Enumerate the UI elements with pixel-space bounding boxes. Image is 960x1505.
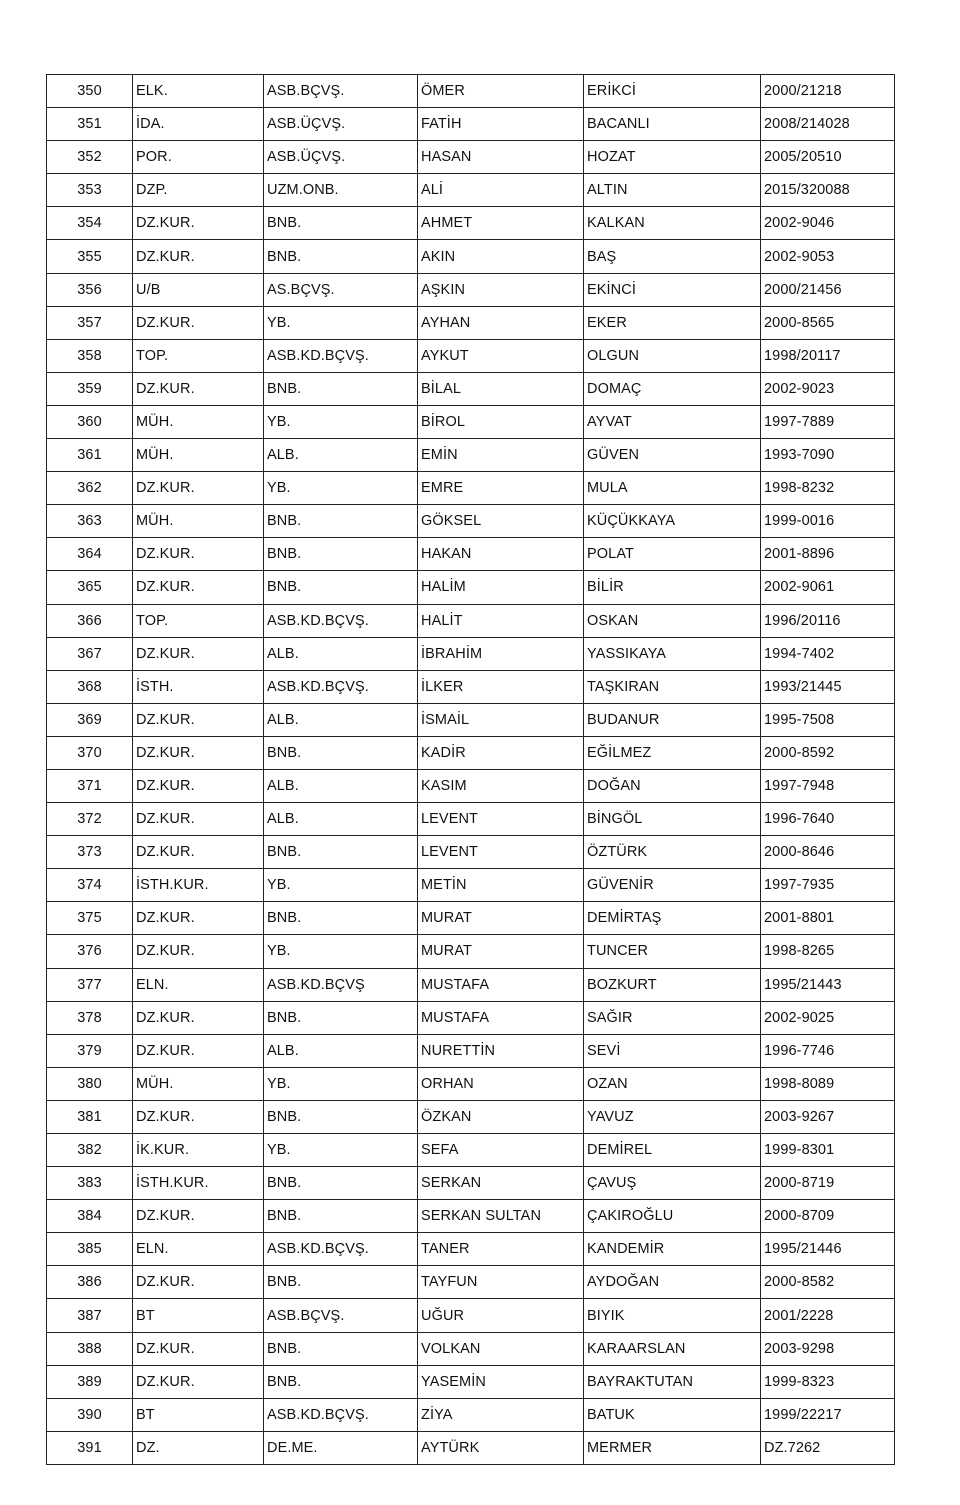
table-row bbox=[47, 637, 895, 670]
row-number-cell: 378 bbox=[47, 1001, 133, 1034]
surname-cell: BACANLI bbox=[584, 108, 761, 141]
table-row bbox=[47, 1001, 895, 1034]
branch-cell: DZ. bbox=[133, 1431, 264, 1464]
surname-cell: EKER bbox=[584, 306, 761, 339]
branch-cell: DZ.KUR. bbox=[133, 1266, 264, 1299]
surname-cell: KARAARSLAN bbox=[584, 1332, 761, 1365]
first-name-cell: FATİH bbox=[418, 108, 584, 141]
table-row bbox=[47, 604, 895, 637]
table-row bbox=[47, 207, 895, 240]
surname-cell: DOMAÇ bbox=[584, 372, 761, 405]
surname-cell: ERİKCİ bbox=[584, 75, 761, 108]
table-row bbox=[47, 306, 895, 339]
branch-cell: DZ.KUR. bbox=[133, 240, 264, 273]
rank-cell: BNB. bbox=[264, 505, 418, 538]
registry-number-cell: 1997-7935 bbox=[761, 869, 895, 902]
surname-cell: BAŞ bbox=[584, 240, 761, 273]
branch-cell: DZ.KUR. bbox=[133, 803, 264, 836]
table-row bbox=[47, 1431, 895, 1464]
surname-cell: MERMER bbox=[584, 1431, 761, 1464]
first-name-cell: KADİR bbox=[418, 736, 584, 769]
rank-cell: ASB.KD.BÇVŞ. bbox=[264, 1398, 418, 1431]
branch-cell: DZ.KUR. bbox=[133, 306, 264, 339]
first-name-cell: ÖMER bbox=[418, 75, 584, 108]
registry-number-cell: 1994-7402 bbox=[761, 637, 895, 670]
rank-cell: BNB. bbox=[264, 902, 418, 935]
surname-cell: BİLİR bbox=[584, 571, 761, 604]
first-name-cell: AYHAN bbox=[418, 306, 584, 339]
first-name-cell: EMRE bbox=[418, 472, 584, 505]
row-number-cell: 368 bbox=[47, 670, 133, 703]
first-name-cell: İSMAİL bbox=[418, 703, 584, 736]
table-row bbox=[47, 1200, 895, 1233]
row-number-cell: 360 bbox=[47, 405, 133, 438]
registry-number-cell: 2000-8719 bbox=[761, 1167, 895, 1200]
table-row bbox=[47, 1365, 895, 1398]
surname-cell: ÇAVUŞ bbox=[584, 1167, 761, 1200]
table-row bbox=[47, 1299, 895, 1332]
row-number-cell: 383 bbox=[47, 1167, 133, 1200]
surname-cell: SEVİ bbox=[584, 1034, 761, 1067]
surname-cell: YASSIKAYA bbox=[584, 637, 761, 670]
table-row bbox=[47, 372, 895, 405]
first-name-cell: HASAN bbox=[418, 141, 584, 174]
table-row bbox=[47, 1233, 895, 1266]
row-number-cell: 356 bbox=[47, 273, 133, 306]
branch-cell: U/B bbox=[133, 273, 264, 306]
registry-number-cell: 2000-8592 bbox=[761, 736, 895, 769]
rank-cell: YB. bbox=[264, 1134, 418, 1167]
rank-cell: ALB. bbox=[264, 637, 418, 670]
row-number-cell: 361 bbox=[47, 439, 133, 472]
first-name-cell: ORHAN bbox=[418, 1067, 584, 1100]
table-row bbox=[47, 75, 895, 108]
surname-cell: KALKAN bbox=[584, 207, 761, 240]
rank-cell: ASB.KD.BÇVŞ bbox=[264, 968, 418, 1001]
rank-cell: BNB. bbox=[264, 372, 418, 405]
branch-cell: DZ.KUR. bbox=[133, 736, 264, 769]
rank-cell: ASB.ÜÇVŞ. bbox=[264, 141, 418, 174]
rank-cell: AS.BÇVŞ. bbox=[264, 273, 418, 306]
first-name-cell: GÖKSEL bbox=[418, 505, 584, 538]
registry-number-cell: 2001-8896 bbox=[761, 538, 895, 571]
table-row bbox=[47, 571, 895, 604]
surname-cell: AYDOĞAN bbox=[584, 1266, 761, 1299]
first-name-cell: SERKAN bbox=[418, 1167, 584, 1200]
rank-cell: ALB. bbox=[264, 1034, 418, 1067]
table-row bbox=[47, 1332, 895, 1365]
branch-cell: DZP. bbox=[133, 174, 264, 207]
registry-number-cell: 1997-7948 bbox=[761, 769, 895, 802]
first-name-cell: SEFA bbox=[418, 1134, 584, 1167]
branch-cell: DZ.KUR. bbox=[133, 372, 264, 405]
row-number-cell: 370 bbox=[47, 736, 133, 769]
row-number-cell: 390 bbox=[47, 1398, 133, 1431]
surname-cell: BİNGÖL bbox=[584, 803, 761, 836]
surname-cell: DEMİRTAŞ bbox=[584, 902, 761, 935]
surname-cell: DEMİREL bbox=[584, 1134, 761, 1167]
surname-cell: HOZAT bbox=[584, 141, 761, 174]
surname-cell: BOZKURT bbox=[584, 968, 761, 1001]
first-name-cell: KASIM bbox=[418, 769, 584, 802]
registry-number-cell: 2000/21456 bbox=[761, 273, 895, 306]
table-row bbox=[47, 538, 895, 571]
surname-cell: EĞİLMEZ bbox=[584, 736, 761, 769]
first-name-cell: İBRAHİM bbox=[418, 637, 584, 670]
branch-cell: İDA. bbox=[133, 108, 264, 141]
row-number-cell: 352 bbox=[47, 141, 133, 174]
first-name-cell: İLKER bbox=[418, 670, 584, 703]
first-name-cell: MUSTAFA bbox=[418, 968, 584, 1001]
registry-number-cell: 2002-9046 bbox=[761, 207, 895, 240]
row-number-cell: 357 bbox=[47, 306, 133, 339]
rank-cell: BNB. bbox=[264, 538, 418, 571]
first-name-cell: EMİN bbox=[418, 439, 584, 472]
table-row bbox=[47, 1167, 895, 1200]
first-name-cell: VOLKAN bbox=[418, 1332, 584, 1365]
table-row bbox=[47, 1134, 895, 1167]
first-name-cell: HALİM bbox=[418, 571, 584, 604]
surname-cell: KANDEMİR bbox=[584, 1233, 761, 1266]
row-number-cell: 384 bbox=[47, 1200, 133, 1233]
first-name-cell: YASEMİN bbox=[418, 1365, 584, 1398]
row-number-cell: 379 bbox=[47, 1034, 133, 1067]
first-name-cell: AHMET bbox=[418, 207, 584, 240]
rank-cell: BNB. bbox=[264, 1001, 418, 1034]
first-name-cell: METİN bbox=[418, 869, 584, 902]
registry-number-cell: 1998-8265 bbox=[761, 935, 895, 968]
surname-cell: MULA bbox=[584, 472, 761, 505]
branch-cell: DZ.KUR. bbox=[133, 1365, 264, 1398]
rank-cell: ASB.BÇVŞ. bbox=[264, 1299, 418, 1332]
rank-cell: UZM.ONB. bbox=[264, 174, 418, 207]
registry-number-cell: 1999-8301 bbox=[761, 1134, 895, 1167]
registry-number-cell: 2001-8801 bbox=[761, 902, 895, 935]
branch-cell: POR. bbox=[133, 141, 264, 174]
first-name-cell: AYTÜRK bbox=[418, 1431, 584, 1464]
branch-cell: MÜH. bbox=[133, 1067, 264, 1100]
registry-number-cell: 2002-9025 bbox=[761, 1001, 895, 1034]
branch-cell: DZ.KUR. bbox=[133, 1001, 264, 1034]
branch-cell: DZ.KUR. bbox=[133, 1100, 264, 1133]
first-name-cell: ZİYA bbox=[418, 1398, 584, 1431]
first-name-cell: AŞKIN bbox=[418, 273, 584, 306]
row-number-cell: 364 bbox=[47, 538, 133, 571]
registry-number-cell: 2000-8709 bbox=[761, 1200, 895, 1233]
table-row bbox=[47, 736, 895, 769]
row-number-cell: 375 bbox=[47, 902, 133, 935]
table-row bbox=[47, 670, 895, 703]
rank-cell: YB. bbox=[264, 472, 418, 505]
first-name-cell: TANER bbox=[418, 1233, 584, 1266]
table-row bbox=[47, 1266, 895, 1299]
surname-cell: OSKAN bbox=[584, 604, 761, 637]
surname-cell: AYVAT bbox=[584, 405, 761, 438]
rank-cell: YB. bbox=[264, 306, 418, 339]
rank-cell: ASB.ÜÇVŞ. bbox=[264, 108, 418, 141]
row-number-cell: 355 bbox=[47, 240, 133, 273]
row-number-cell: 369 bbox=[47, 703, 133, 736]
table-row bbox=[47, 1067, 895, 1100]
registry-number-cell: 2015/320088 bbox=[761, 174, 895, 207]
row-number-cell: 373 bbox=[47, 836, 133, 869]
registry-number-cell: 2000-8646 bbox=[761, 836, 895, 869]
table-row bbox=[47, 505, 895, 538]
surname-cell: SAĞIR bbox=[584, 1001, 761, 1034]
branch-cell: İSTH.KUR. bbox=[133, 869, 264, 902]
registry-number-cell: 2002-9061 bbox=[761, 571, 895, 604]
rank-cell: YB. bbox=[264, 869, 418, 902]
branch-cell: MÜH. bbox=[133, 505, 264, 538]
rank-cell: ALB. bbox=[264, 703, 418, 736]
branch-cell: TOP. bbox=[133, 339, 264, 372]
registry-number-cell: 1999-0016 bbox=[761, 505, 895, 538]
row-number-cell: 365 bbox=[47, 571, 133, 604]
first-name-cell: HALİT bbox=[418, 604, 584, 637]
registry-number-cell: 2003-9298 bbox=[761, 1332, 895, 1365]
branch-cell: MÜH. bbox=[133, 439, 264, 472]
rank-cell: YB. bbox=[264, 1067, 418, 1100]
row-number-cell: 385 bbox=[47, 1233, 133, 1266]
first-name-cell: ÖZKAN bbox=[418, 1100, 584, 1133]
surname-cell: GÜVEN bbox=[584, 439, 761, 472]
row-number-cell: 382 bbox=[47, 1134, 133, 1167]
row-number-cell: 389 bbox=[47, 1365, 133, 1398]
rank-cell: BNB. bbox=[264, 1200, 418, 1233]
branch-cell: DZ.KUR. bbox=[133, 571, 264, 604]
surname-cell: BATUK bbox=[584, 1398, 761, 1431]
branch-cell: MÜH. bbox=[133, 405, 264, 438]
branch-cell: TOP. bbox=[133, 604, 264, 637]
surname-cell: BAYRAKTUTAN bbox=[584, 1365, 761, 1398]
first-name-cell: HAKAN bbox=[418, 538, 584, 571]
branch-cell: İSTH.KUR. bbox=[133, 1167, 264, 1200]
table-row bbox=[47, 439, 895, 472]
registry-number-cell: 2000-8565 bbox=[761, 306, 895, 339]
branch-cell: DZ.KUR. bbox=[133, 836, 264, 869]
rank-cell: YB. bbox=[264, 935, 418, 968]
rank-cell: BNB. bbox=[264, 1167, 418, 1200]
rank-cell: ALB. bbox=[264, 803, 418, 836]
branch-cell: DZ.KUR. bbox=[133, 1034, 264, 1067]
registry-number-cell: 2000/21218 bbox=[761, 75, 895, 108]
first-name-cell: SERKAN SULTAN bbox=[418, 1200, 584, 1233]
first-name-cell: AKIN bbox=[418, 240, 584, 273]
surname-cell: ÖZTÜRK bbox=[584, 836, 761, 869]
first-name-cell: BİROL bbox=[418, 405, 584, 438]
branch-cell: ELN. bbox=[133, 968, 264, 1001]
registry-number-cell: 2002-9053 bbox=[761, 240, 895, 273]
rank-cell: BNB. bbox=[264, 736, 418, 769]
row-number-cell: 358 bbox=[47, 339, 133, 372]
personnel-list-page bbox=[46, 74, 894, 1465]
rank-cell: YB. bbox=[264, 405, 418, 438]
rank-cell: BNB. bbox=[264, 1100, 418, 1133]
registry-number-cell: 2003-9267 bbox=[761, 1100, 895, 1133]
first-name-cell: MURAT bbox=[418, 902, 584, 935]
registry-number-cell: 2002-9023 bbox=[761, 372, 895, 405]
row-number-cell: 367 bbox=[47, 637, 133, 670]
surname-cell: DOĞAN bbox=[584, 769, 761, 802]
rank-cell: DE.ME. bbox=[264, 1431, 418, 1464]
registry-number-cell: 1997-7889 bbox=[761, 405, 895, 438]
branch-cell: ELN. bbox=[133, 1233, 264, 1266]
registry-number-cell: 2005/20510 bbox=[761, 141, 895, 174]
registry-number-cell: 1995-7508 bbox=[761, 703, 895, 736]
first-name-cell: NURETTİN bbox=[418, 1034, 584, 1067]
row-number-cell: 374 bbox=[47, 869, 133, 902]
registry-number-cell: 2001/2228 bbox=[761, 1299, 895, 1332]
row-number-cell: 351 bbox=[47, 108, 133, 141]
branch-cell: DZ.KUR. bbox=[133, 935, 264, 968]
table-row bbox=[47, 902, 895, 935]
first-name-cell: BİLAL bbox=[418, 372, 584, 405]
row-number-cell: 353 bbox=[47, 174, 133, 207]
table-row bbox=[47, 273, 895, 306]
row-number-cell: 391 bbox=[47, 1431, 133, 1464]
registry-number-cell: 1998-8089 bbox=[761, 1067, 895, 1100]
rank-cell: BNB. bbox=[264, 1332, 418, 1365]
table-row bbox=[47, 141, 895, 174]
row-number-cell: 371 bbox=[47, 769, 133, 802]
branch-cell: DZ.KUR. bbox=[133, 769, 264, 802]
surname-cell: TAŞKIRAN bbox=[584, 670, 761, 703]
row-number-cell: 359 bbox=[47, 372, 133, 405]
table-row bbox=[47, 968, 895, 1001]
surname-cell: TUNCER bbox=[584, 935, 761, 968]
row-number-cell: 377 bbox=[47, 968, 133, 1001]
surname-cell: ALTIN bbox=[584, 174, 761, 207]
registry-number-cell: 1996-7640 bbox=[761, 803, 895, 836]
rank-cell: BNB. bbox=[264, 1266, 418, 1299]
branch-cell: DZ.KUR. bbox=[133, 1200, 264, 1233]
registry-number-cell: 1996-7746 bbox=[761, 1034, 895, 1067]
surname-cell: YAVUZ bbox=[584, 1100, 761, 1133]
row-number-cell: 388 bbox=[47, 1332, 133, 1365]
first-name-cell: MURAT bbox=[418, 935, 584, 968]
row-number-cell: 387 bbox=[47, 1299, 133, 1332]
first-name-cell: AYKUT bbox=[418, 339, 584, 372]
registry-number-cell: 1998-8232 bbox=[761, 472, 895, 505]
branch-cell: DZ.KUR. bbox=[133, 703, 264, 736]
registry-number-cell: DZ.7262 bbox=[761, 1431, 895, 1464]
registry-number-cell: 1999/22217 bbox=[761, 1398, 895, 1431]
surname-cell: POLAT bbox=[584, 538, 761, 571]
surname-cell: EKİNCİ bbox=[584, 273, 761, 306]
branch-cell: DZ.KUR. bbox=[133, 902, 264, 935]
registry-number-cell: 1995/21443 bbox=[761, 968, 895, 1001]
registry-number-cell: 1998/20117 bbox=[761, 339, 895, 372]
table-row bbox=[47, 339, 895, 372]
registry-number-cell: 1995/21446 bbox=[761, 1233, 895, 1266]
row-number-cell: 386 bbox=[47, 1266, 133, 1299]
row-number-cell: 354 bbox=[47, 207, 133, 240]
first-name-cell: UĞUR bbox=[418, 1299, 584, 1332]
registry-number-cell: 1993/21445 bbox=[761, 670, 895, 703]
first-name-cell: MUSTAFA bbox=[418, 1001, 584, 1034]
branch-cell: DZ.KUR. bbox=[133, 637, 264, 670]
branch-cell: BT bbox=[133, 1398, 264, 1431]
first-name-cell: LEVENT bbox=[418, 836, 584, 869]
table-row bbox=[47, 769, 895, 802]
row-number-cell: 372 bbox=[47, 803, 133, 836]
registry-number-cell: 2000-8582 bbox=[761, 1266, 895, 1299]
registry-number-cell: 1999-8323 bbox=[761, 1365, 895, 1398]
table-row bbox=[47, 240, 895, 273]
surname-cell: KÜÇÜKKAYA bbox=[584, 505, 761, 538]
table-row bbox=[47, 803, 895, 836]
table-row bbox=[47, 472, 895, 505]
row-number-cell: 380 bbox=[47, 1067, 133, 1100]
rank-cell: ALB. bbox=[264, 769, 418, 802]
branch-cell: DZ.KUR. bbox=[133, 207, 264, 240]
rank-cell: ASB.KD.BÇVŞ. bbox=[264, 339, 418, 372]
row-number-cell: 366 bbox=[47, 604, 133, 637]
surname-cell: ÇAKIROĞLU bbox=[584, 1200, 761, 1233]
personnel-table bbox=[46, 74, 895, 1465]
rank-cell: BNB. bbox=[264, 1365, 418, 1398]
registry-number-cell: 2008/214028 bbox=[761, 108, 895, 141]
rank-cell: BNB. bbox=[264, 207, 418, 240]
surname-cell: BUDANUR bbox=[584, 703, 761, 736]
branch-cell: DZ.KUR. bbox=[133, 472, 264, 505]
surname-cell: BIYIK bbox=[584, 1299, 761, 1332]
table-row bbox=[47, 108, 895, 141]
rank-cell: ALB. bbox=[264, 439, 418, 472]
branch-cell: İSTH. bbox=[133, 670, 264, 703]
table-row bbox=[47, 703, 895, 736]
surname-cell: GÜVENİR bbox=[584, 869, 761, 902]
table-row bbox=[47, 1034, 895, 1067]
surname-cell: OLGUN bbox=[584, 339, 761, 372]
branch-cell: DZ.KUR. bbox=[133, 538, 264, 571]
rank-cell: BNB. bbox=[264, 571, 418, 604]
table-row bbox=[47, 174, 895, 207]
first-name-cell: LEVENT bbox=[418, 803, 584, 836]
rank-cell: BNB. bbox=[264, 240, 418, 273]
first-name-cell: TAYFUN bbox=[418, 1266, 584, 1299]
row-number-cell: 363 bbox=[47, 505, 133, 538]
surname-cell: OZAN bbox=[584, 1067, 761, 1100]
row-number-cell: 350 bbox=[47, 75, 133, 108]
table-row bbox=[47, 836, 895, 869]
rank-cell: ASB.KD.BÇVŞ. bbox=[264, 670, 418, 703]
branch-cell: İK.KUR. bbox=[133, 1134, 264, 1167]
rank-cell: ASB.KD.BÇVŞ. bbox=[264, 604, 418, 637]
table-row bbox=[47, 1100, 895, 1133]
row-number-cell: 362 bbox=[47, 472, 133, 505]
branch-cell: BT bbox=[133, 1299, 264, 1332]
row-number-cell: 381 bbox=[47, 1100, 133, 1133]
table-row bbox=[47, 935, 895, 968]
rank-cell: ASB.KD.BÇVŞ. bbox=[264, 1233, 418, 1266]
table-row bbox=[47, 405, 895, 438]
row-number-cell: 376 bbox=[47, 935, 133, 968]
registry-number-cell: 1996/20116 bbox=[761, 604, 895, 637]
table-row bbox=[47, 869, 895, 902]
table-row bbox=[47, 1398, 895, 1431]
branch-cell: ELK. bbox=[133, 75, 264, 108]
registry-number-cell: 1993-7090 bbox=[761, 439, 895, 472]
personnel-table-body bbox=[47, 75, 895, 1465]
first-name-cell: ALİ bbox=[418, 174, 584, 207]
branch-cell: DZ.KUR. bbox=[133, 1332, 264, 1365]
rank-cell: BNB. bbox=[264, 836, 418, 869]
rank-cell: ASB.BÇVŞ. bbox=[264, 75, 418, 108]
